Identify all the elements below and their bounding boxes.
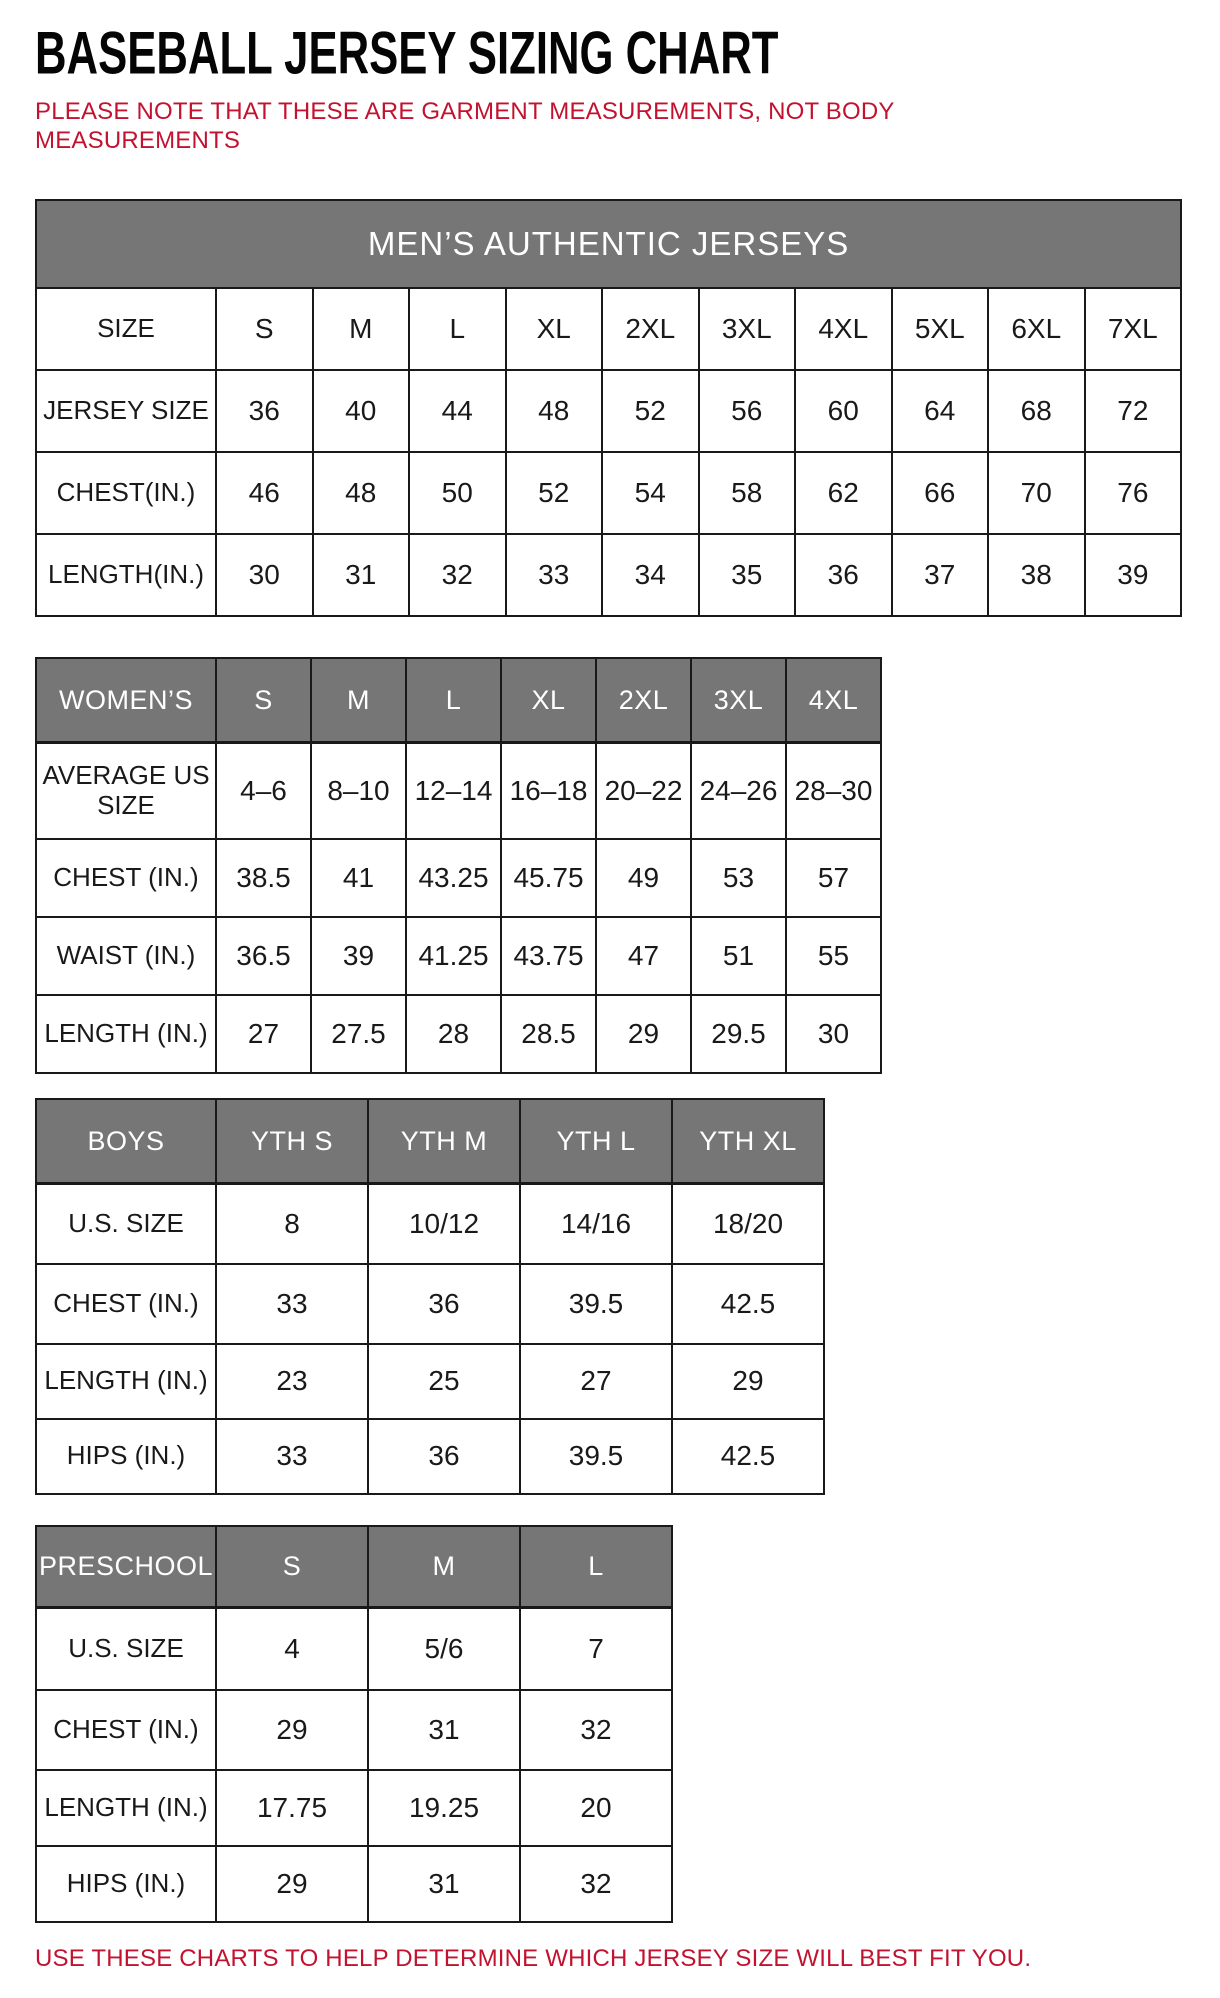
womens-size-column-header: XL (501, 658, 596, 743)
mens-cell-value: 38 (988, 534, 1085, 616)
preschool-size-column-header: S (216, 1526, 368, 1608)
mens-cell-value: 72 (1085, 370, 1182, 452)
preschool-row-label: HIPS (IN.) (36, 1846, 216, 1922)
mens-size-column-header: S (216, 288, 313, 370)
womens-cell-value: 51 (691, 917, 786, 995)
mens-size-column-header: 4XL (795, 288, 892, 370)
boys-cell-value: 25 (368, 1344, 520, 1419)
boys-cell-value: 14/16 (520, 1184, 672, 1264)
womens-row-label: LENGTH (IN.) (36, 995, 216, 1073)
mens-table-row (36, 534, 1181, 616)
mens-cell-value: 70 (988, 452, 1085, 534)
womens-table-row (36, 743, 881, 839)
sizing-chart-page (0, 18, 1220, 1973)
boys-row-label: CHEST (IN.) (36, 1264, 216, 1344)
mens-size-column-header: 7XL (1085, 288, 1182, 370)
boys-row-label: HIPS (IN.) (36, 1419, 216, 1494)
mens-cell-value: 54 (602, 452, 699, 534)
boys-table-row (36, 1419, 824, 1494)
preschool-corner-label: PRESCHOOL (36, 1526, 216, 1608)
preschool-row-label: CHEST (IN.) (36, 1690, 216, 1770)
mens-cell-value: 44 (409, 370, 506, 452)
preschool-cell-value: 7 (520, 1608, 672, 1690)
mens-cell-value: 68 (988, 370, 1085, 452)
mens-cell-value: 39 (1085, 534, 1182, 616)
mens-cell-value: 33 (506, 534, 603, 616)
mens-cell-value: 48 (313, 452, 410, 534)
preschool-table-row (36, 1690, 672, 1770)
mens-cell-value: 52 (506, 452, 603, 534)
boys-cell-value: 36 (368, 1419, 520, 1494)
preschool-cell-value: 31 (368, 1690, 520, 1770)
preschool-cell-value: 32 (520, 1690, 672, 1770)
preschool-cell-value: 17.75 (216, 1770, 368, 1846)
womens-cell-value: 28.5 (501, 995, 596, 1073)
boys-sizing-table (35, 1098, 825, 1495)
mens-cell-value: 64 (892, 370, 989, 452)
mens-size-column-header: 6XL (988, 288, 1085, 370)
mens-size-column-header: 2XL (602, 288, 699, 370)
mens-cell-value: 37 (892, 534, 989, 616)
boys-size-column-header: YTH XL (672, 1099, 824, 1184)
garment-measurement-note: PLEASE NOTE THAT THESE ARE GARMENT MEASUREMENTS, NOT BODY MEASUREMENTS (35, 97, 895, 154)
womens-size-column-header: 3XL (691, 658, 786, 743)
womens-cell-value: 45.75 (501, 839, 596, 917)
mens-cell-value: 46 (216, 452, 313, 534)
womens-cell-value: 12–14 (406, 743, 501, 839)
womens-cell-value: 43.75 (501, 917, 596, 995)
boys-row-label: U.S. SIZE (36, 1184, 216, 1264)
boys-cell-value: 23 (216, 1344, 368, 1419)
boys-size-column-header: YTH M (368, 1099, 520, 1184)
boys-cell-value: 39.5 (520, 1264, 672, 1344)
boys-cell-value: 42.5 (672, 1264, 824, 1344)
mens-size-column-header: XL (506, 288, 603, 370)
boys-cell-value: 10/12 (368, 1184, 520, 1264)
womens-table-row (36, 839, 881, 917)
womens-table-row (36, 917, 881, 995)
mens-cell-value: 56 (699, 370, 796, 452)
mens-table-row (36, 370, 1181, 452)
mens-cell-value: 52 (602, 370, 699, 452)
womens-cell-value: 55 (786, 917, 881, 995)
mens-cell-value: 34 (602, 534, 699, 616)
boys-row-label: LENGTH (IN.) (36, 1344, 216, 1419)
womens-cell-value: 8–10 (311, 743, 406, 839)
mens-cell-value: 30 (216, 534, 313, 616)
womens-cell-value: 29.5 (691, 995, 786, 1073)
mens-cell-value: 66 (892, 452, 989, 534)
boys-cell-value: 27 (520, 1344, 672, 1419)
preschool-cell-value: 32 (520, 1846, 672, 1922)
preschool-row-label: U.S. SIZE (36, 1608, 216, 1690)
preschool-size-column-header: M (368, 1526, 520, 1608)
preschool-cell-value: 20 (520, 1770, 672, 1846)
womens-cell-value: 28 (406, 995, 501, 1073)
womens-cell-value: 4–6 (216, 743, 311, 839)
mens-corner-label: SIZE (36, 288, 216, 370)
womens-cell-value: 27 (216, 995, 311, 1073)
womens-cell-value: 30 (786, 995, 881, 1073)
preschool-cell-value: 19.25 (368, 1770, 520, 1846)
mens-size-column-header: L (409, 288, 506, 370)
boys-size-column-header: YTH S (216, 1099, 368, 1184)
preschool-cell-value: 29 (216, 1690, 368, 1770)
mens-row-label: JERSEY SIZE (36, 370, 216, 452)
mens-size-column-header: 5XL (892, 288, 989, 370)
mens-size-column-header: M (313, 288, 410, 370)
mens-cell-value: 31 (313, 534, 410, 616)
womens-sizing-table (35, 657, 882, 1074)
womens-cell-value: 43.25 (406, 839, 501, 917)
boys-cell-value: 42.5 (672, 1419, 824, 1494)
womens-cell-value: 28–30 (786, 743, 881, 839)
mens-banner: MEN’S AUTHENTIC JERSEYS (36, 200, 1181, 288)
womens-cell-value: 24–26 (691, 743, 786, 839)
mens-cell-value: 36 (216, 370, 313, 452)
womens-cell-value: 27.5 (311, 995, 406, 1073)
womens-cell-value: 41 (311, 839, 406, 917)
mens-cell-value: 60 (795, 370, 892, 452)
mens-cell-value: 62 (795, 452, 892, 534)
womens-table-row (36, 995, 881, 1073)
womens-cell-value: 29 (596, 995, 691, 1073)
preschool-table-row (36, 1846, 672, 1922)
mens-size-column-header: 3XL (699, 288, 796, 370)
boys-table-row (36, 1344, 824, 1419)
womens-row-label: AVERAGE US SIZE (36, 743, 216, 839)
boys-table-row (36, 1264, 824, 1344)
mens-cell-value: 50 (409, 452, 506, 534)
boys-table-row (36, 1184, 824, 1264)
womens-cell-value: 36.5 (216, 917, 311, 995)
preschool-cell-value: 31 (368, 1846, 520, 1922)
preschool-table-row (36, 1770, 672, 1846)
boys-cell-value: 18/20 (672, 1184, 824, 1264)
mens-row-label: LENGTH(IN.) (36, 534, 216, 616)
boys-cell-value: 33 (216, 1419, 368, 1494)
womens-cell-value: 38.5 (216, 839, 311, 917)
preschool-sizing-table (35, 1525, 673, 1923)
womens-cell-value: 41.25 (406, 917, 501, 995)
mens-cell-value: 36 (795, 534, 892, 616)
preschool-cell-value: 4 (216, 1608, 368, 1690)
boys-cell-value: 29 (672, 1344, 824, 1419)
mens-cell-value: 32 (409, 534, 506, 616)
womens-cell-value: 39 (311, 917, 406, 995)
boys-cell-value: 8 (216, 1184, 368, 1264)
boys-cell-value: 33 (216, 1264, 368, 1344)
boys-corner-label: BOYS (36, 1099, 216, 1184)
womens-cell-value: 20–22 (596, 743, 691, 839)
womens-size-column-header: 2XL (596, 658, 691, 743)
page-title: BASEBALL JERSEY SIZING CHART (35, 18, 779, 87)
mens-cell-value: 35 (699, 534, 796, 616)
womens-cell-value: 49 (596, 839, 691, 917)
boys-size-column-header: YTH L (520, 1099, 672, 1184)
mens-cell-value: 58 (699, 452, 796, 534)
womens-size-column-header: M (311, 658, 406, 743)
mens-table-row (36, 452, 1181, 534)
boys-cell-value: 39.5 (520, 1419, 672, 1494)
preschool-cell-value: 29 (216, 1846, 368, 1922)
preschool-row-label: LENGTH (IN.) (36, 1770, 216, 1846)
womens-cell-value: 16–18 (501, 743, 596, 839)
womens-row-label: WAIST (IN.) (36, 917, 216, 995)
mens-authentic-jerseys-table (35, 199, 1182, 617)
mens-cell-value: 40 (313, 370, 410, 452)
preschool-table-row (36, 1608, 672, 1690)
mens-row-label: CHEST(IN.) (36, 452, 216, 534)
womens-cell-value: 47 (596, 917, 691, 995)
womens-size-column-header: 4XL (786, 658, 881, 743)
boys-cell-value: 36 (368, 1264, 520, 1344)
mens-cell-value: 76 (1085, 452, 1182, 534)
preschool-size-column-header: L (520, 1526, 672, 1608)
womens-size-column-header: S (216, 658, 311, 743)
footer-note: USE THESE CHARTS TO HELP DETERMINE WHICH JERSEY SIZE WILL BEST FIT YOU. (35, 1944, 1032, 1972)
womens-corner-label: WOMEN’S (36, 658, 216, 743)
womens-row-label: CHEST (IN.) (36, 839, 216, 917)
womens-cell-value: 57 (786, 839, 881, 917)
womens-size-column-header: L (406, 658, 501, 743)
mens-cell-value: 48 (506, 370, 603, 452)
preschool-cell-value: 5/6 (368, 1608, 520, 1690)
womens-cell-value: 53 (691, 839, 786, 917)
